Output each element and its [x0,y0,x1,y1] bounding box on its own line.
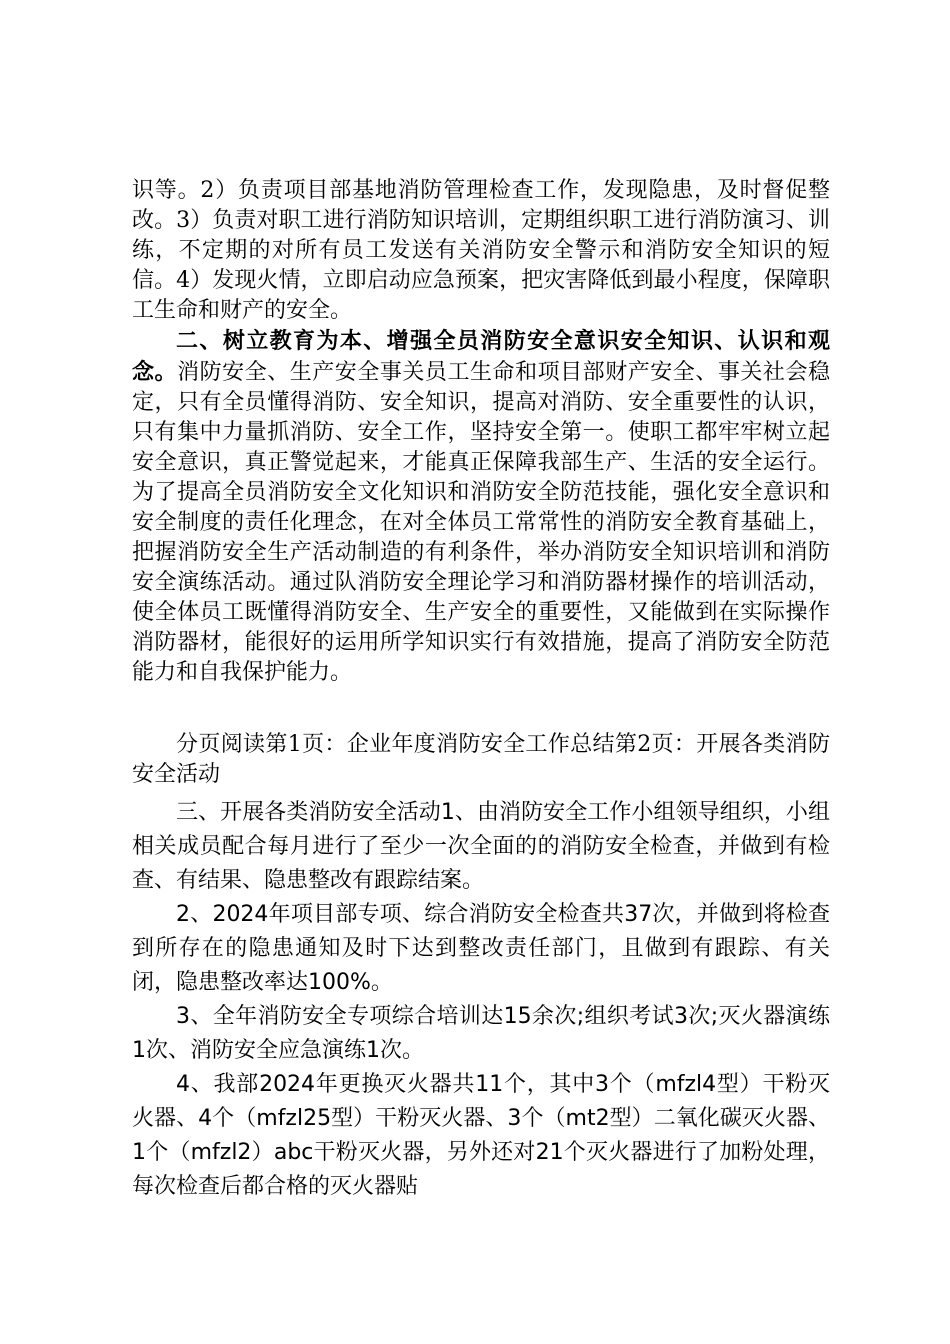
section-3-item: 3、全年消防安全专项综合培训达15余次;组织考试3次;灭火器演练1次、消防安全应急演练1次。 [132,1004,830,1063]
section-3-item: 2、2024年项目部专项、综合消防安全检查共37次，并做到将检查到所存在的隐患通知及时下达到整改责任部门，且做到有跟踪、有关闭，隐患整改率达100%。 [132,902,830,995]
intro-block [132,176,830,326]
section-2-paragraph [132,326,830,688]
section-2-heading: 二、树立教育为本、增强全员消防安全意识安全知识、认识和观念。 [132,328,830,385]
page-navigation [132,730,830,790]
section-3-item: 三、开展各类消防安全活动1、由消防安全工作小组领导组织，小组相关成员配合每月进行了至少一次全面的的消防安全检查，并做到有检查、有结果、隐患整改有跟踪结案。 [132,800,830,893]
section-3-block [132,796,830,1204]
section-3-item: 4、我部2024年更换灭火器共11个，其中3个（mfzl4型）干粉灭火器、4个（mfzl25型）干粉灭火器、3个（mt2型）二氧化碳灭火器、1个（mfzl2）abc干粉灭火器，另外还对21个灭火器进行了加粉处理，每次检查后都合格的灭火器贴 [132,1072,830,1199]
intro-paragraph: 识等。2）负责项目部基地消防管理检查工作，发现隐患，及时督促整改。3）负责对职工进行消防知识培训，定期组织职工进行消防演习、训练，不定期的对所有员工发送有关消防安全警示和消防安全知识的短信。4）发现火情，立即启动应急预案，把灾害降低到最小程度，保障职工生命和财产的安全。 [132,178,830,323]
section-2-body: 消防安全、生产安全事关员工生命和项目部财产安全、事关社会稳定，只有全员懂得消防、安全知识，提高对消防、安全重要性的认识，只有集中力量抓消防、安全工作，坚持安全第一。使职工都牢牢树立起安全意识，真正警觉起来，才能真正保障我部生产、生活的安全运行。为了提高全员消防安全文化知识和消防安全防范技能，强化安全意识和安全制度的责任化理念，在对全体员工常常性的消防安全教育基础上，把握消防安全生产活动制造的有利条件，举办消防安全知识培训和消防安全演练活动。通过队消防安全理论学习和消防器材操作的培训活动，使全体员工既懂得消防安全、生产安全的重要性，又能做到在实际操作消防器材，能很好的运用所学知识实行有效措施，提高了消防安全防范能力和自我保护能力。 [132,360,830,685]
section-2-block [132,326,830,688]
page-nav-text[interactable]: 分页阅读第1页：企业年度消防安全工作总结第2页：开展各类消防安全活动 [132,732,830,787]
